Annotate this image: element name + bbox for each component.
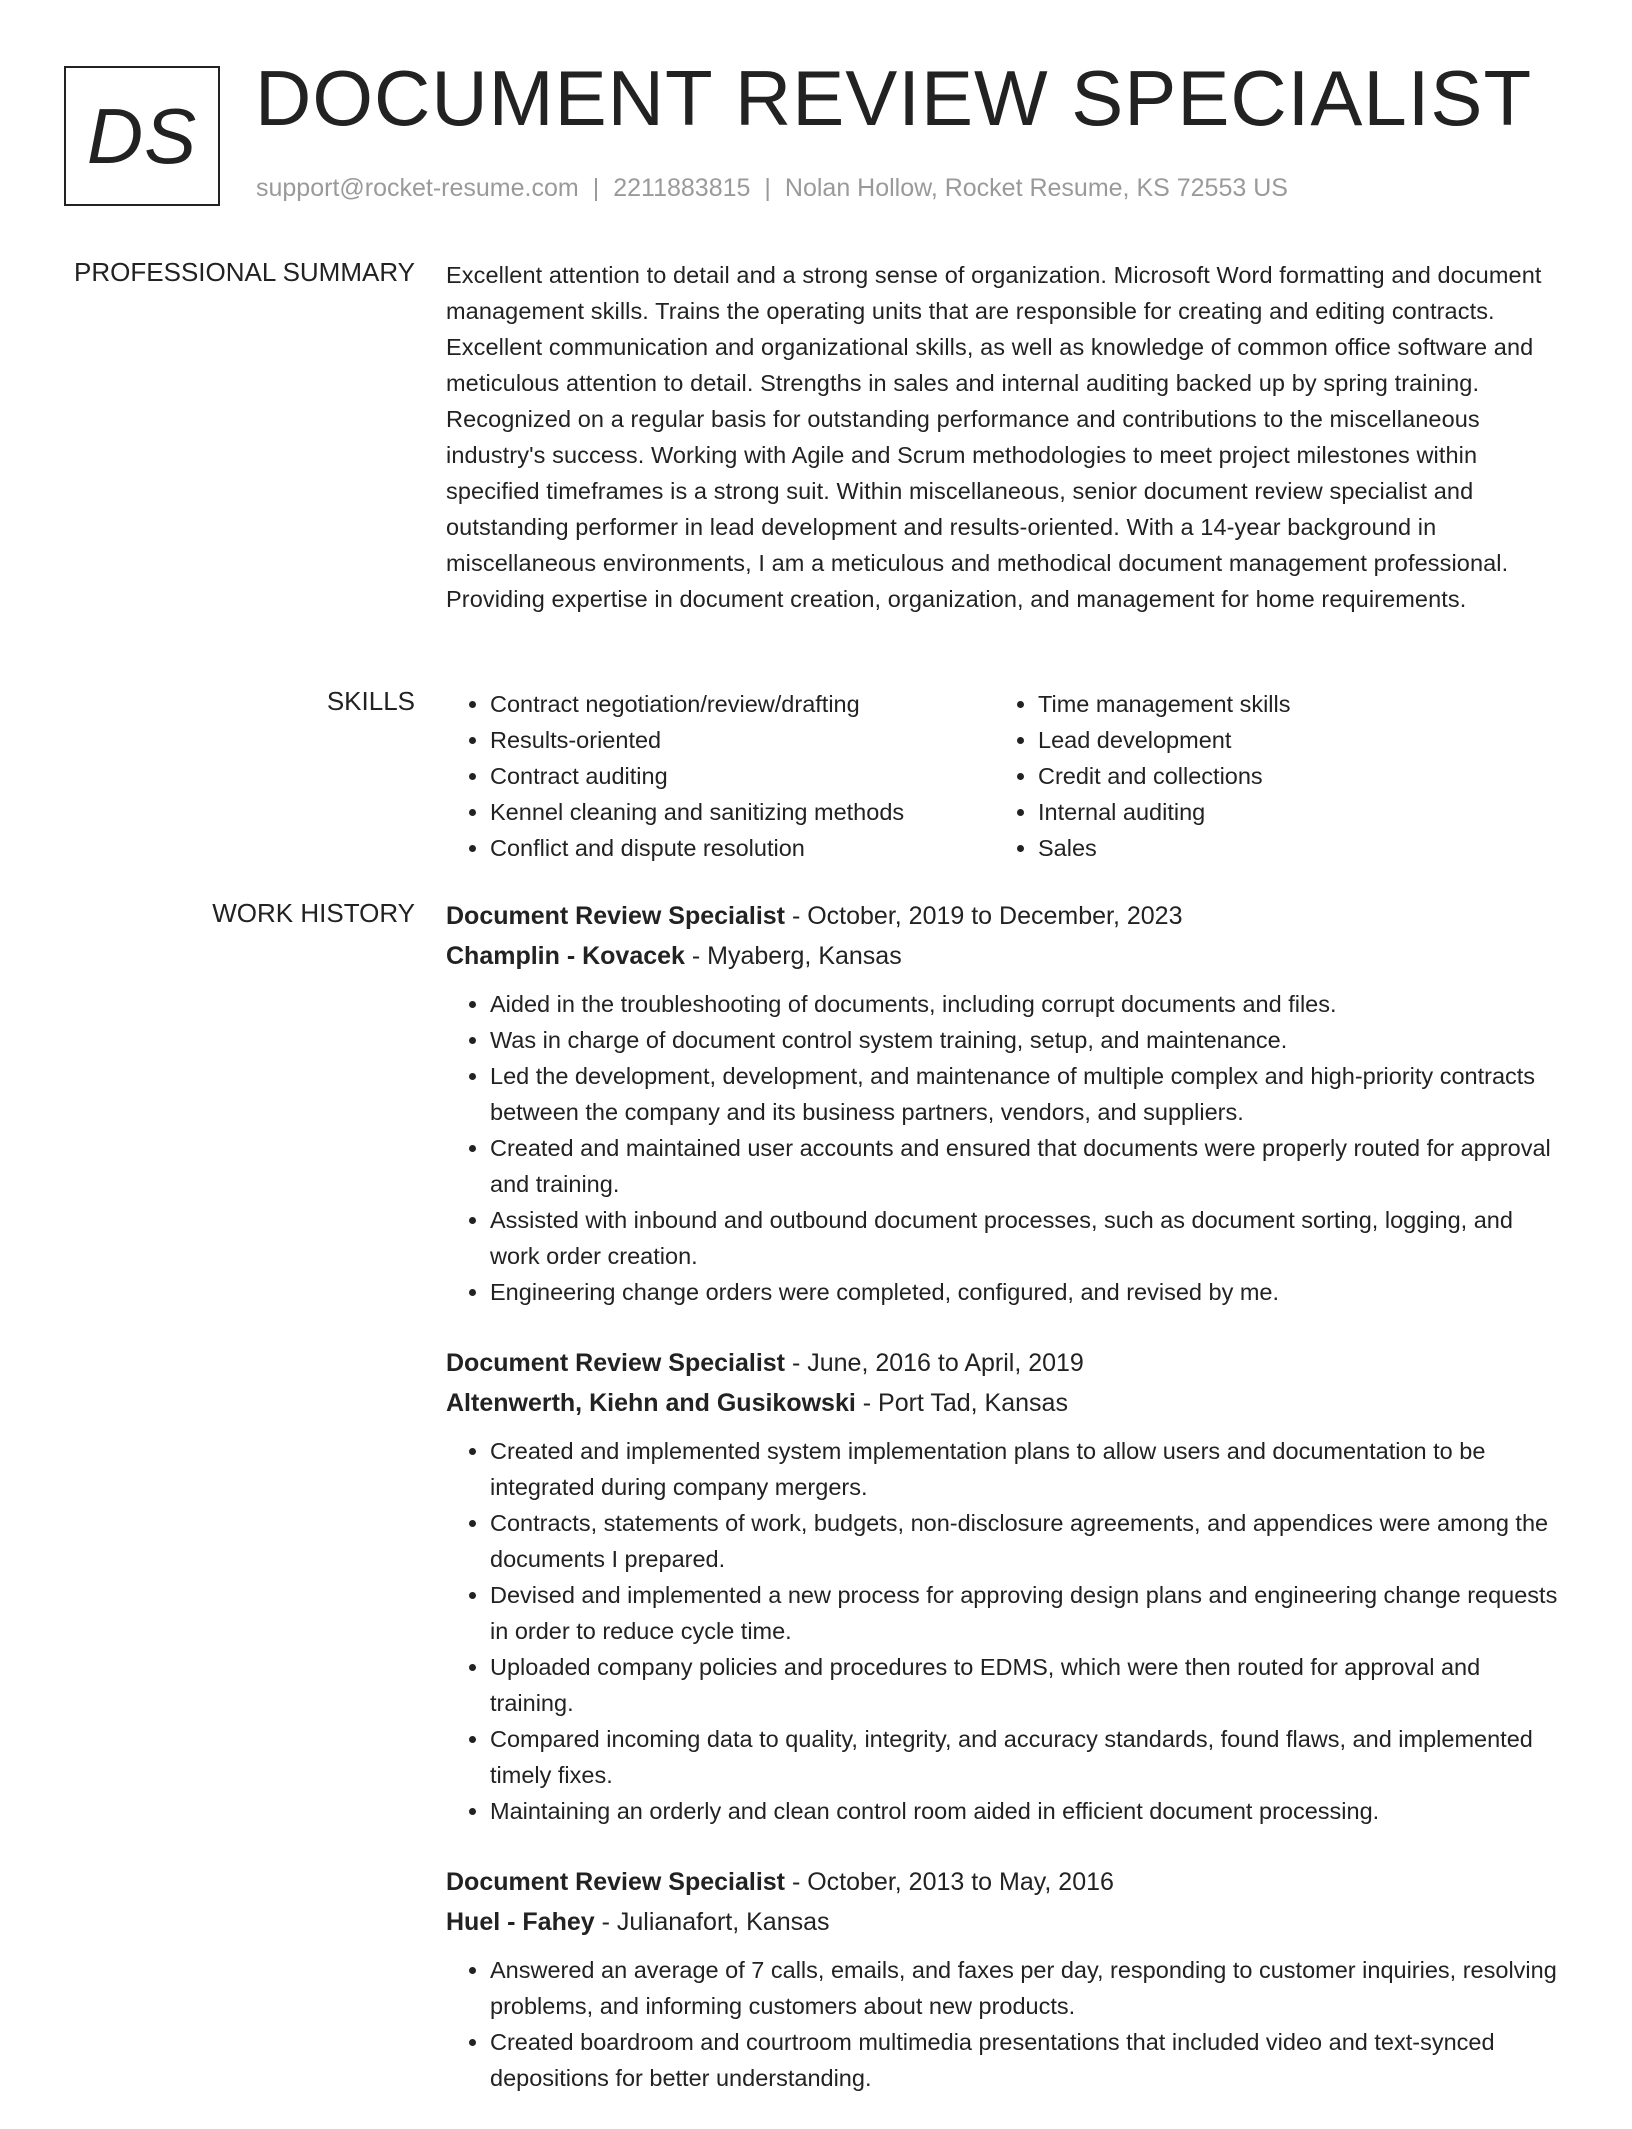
- summary-body: [446, 257, 1564, 617]
- skill-item: • Internal auditing: [1038, 794, 1291, 830]
- job-location: - Port Tad, Kansas: [855, 1389, 1068, 1417]
- job-bullet: • Answered an average of 7 calls, emails, and faxes per day, responding to customer inquiries, resolving problems, and informing customers about new products.: [490, 1952, 1564, 2024]
- contact-phone[interactable]: 2211883815: [613, 174, 751, 202]
- job-dates: - June, 2016 to April, 2019: [785, 1349, 1084, 1377]
- job-bullets: [446, 986, 1564, 1310]
- monogram-logo: DS: [64, 66, 220, 206]
- resume-title: DOCUMENT REVIEW SPECIALIST: [255, 54, 1533, 142]
- section-label-summary: PROFESSIONAL SUMMARY: [74, 257, 415, 287]
- skill-item: • Lead development: [1038, 722, 1291, 758]
- contact-email[interactable]: support@rocket-resume.com: [256, 174, 579, 202]
- skill-item: • Conflict and dispute resolution: [490, 830, 994, 866]
- skill-item: • Contract negotiation/review/drafting: [490, 686, 994, 722]
- job-entry: [446, 1862, 1564, 2096]
- job-bullet: • Devised and implemented a new process for approving design plans and engineering change requests in order to reduce cycle time.: [490, 1577, 1564, 1649]
- skill-item: • Sales: [1038, 830, 1291, 866]
- job-bullet: • Led the development, development, and maintenance of multiple complex and high-priority contracts between the company and its business partners, vendors, and suppliers.: [490, 1058, 1564, 1130]
- job-bullets: [446, 1433, 1564, 1829]
- job-heading: [446, 896, 1564, 936]
- job-company: Champlin - Kovacek: [446, 942, 685, 970]
- job-bullet: • Created boardroom and courtroom multimedia presentations that included video and text-synced depositions for better understanding.: [490, 2024, 1564, 2096]
- job-bullet: • Created and maintained user accounts and ensured that documents were properly routed for approval and training.: [490, 1130, 1564, 1202]
- skill-item: • Results-oriented: [490, 722, 994, 758]
- job-entry: [446, 1343, 1564, 1829]
- job-entry: [446, 896, 1564, 1310]
- job-bullets: [446, 1952, 1564, 2096]
- job-bullet: • Assisted with inbound and outbound document processes, such as document sorting, logging, and work order creation.: [490, 1202, 1564, 1274]
- job-heading: [446, 1343, 1564, 1383]
- job-bullet: • Was in charge of document control system training, setup, and maintenance.: [490, 1022, 1564, 1058]
- job-title: Document Review Specialist: [446, 1349, 786, 1377]
- job-employer: [446, 1902, 1564, 1942]
- job-company: Huel - Fahey: [446, 1908, 595, 1936]
- skills-body: [446, 686, 1564, 866]
- job-location: - Julianafort, Kansas: [594, 1908, 830, 1936]
- skills-list-left: [446, 686, 994, 866]
- job-bullet: • Compared incoming data to quality, integrity, and accuracy standards, found flaws, and implemented timely fixes.: [490, 1721, 1564, 1793]
- summary-text: Excellent attention to detail and a strong sense of organization. Microsoft Word formatting and document management skills. Trains the operating units that are responsible for creating and editing contracts. Excellent communication and organizational skills, as well as knowledge of common office software and meticulous attention to detail. Strengths in sales and internal auditing backed up by spring training. Recognized on a regular basis for outstanding performance and contributions to the miscellaneous industry's success. Working with Agile and Scrum methodologies to meet project milestones within specified timeframes is a strong suit. Within miscellaneous, senior document review specialist and outstanding performer in lead development and results-oriented. With a 14-year background in miscellaneous environments, I am a meticulous and methodical document management professional. Providing expertise in document creation, organization, and management for home requirements.: [446, 262, 1542, 612]
- skills-list-right: [994, 686, 1291, 866]
- job-bullet: • Contracts, statements of work, budgets, non-disclosure agreements, and appendices were among the documents I prepared.: [490, 1505, 1564, 1577]
- job-bullet: • Created and implemented system implementation plans to allow users and documentation to be integrated during company mergers.: [490, 1433, 1564, 1505]
- contact-address: Nolan Hollow, Rocket Resume, KS 72553 US: [784, 174, 1288, 202]
- job-dates: - October, 2019 to December, 2023: [785, 902, 1183, 930]
- job-bullet: • Maintaining an orderly and clean control room aided in efficient document processing.: [490, 1793, 1564, 1829]
- job-title: Document Review Specialist: [446, 1868, 786, 1896]
- job-location: - Myaberg, Kansas: [684, 942, 902, 970]
- contact-line: [256, 174, 1288, 203]
- skill-item: • Credit and collections: [1038, 758, 1291, 794]
- job-company: Altenwerth, Kiehn and Gusikowski: [446, 1389, 856, 1417]
- job-employer: [446, 1383, 1564, 1423]
- job-bullet: • Engineering change orders were completed, configured, and revised by me.: [490, 1274, 1564, 1310]
- job-dates: - October, 2013 to May, 2016: [785, 1868, 1114, 1896]
- job-bullet: • Aided in the troubleshooting of documents, including corrupt documents and files.: [490, 986, 1564, 1022]
- job-bullet: • Uploaded company policies and procedures to EDMS, which were then routed for approval and training.: [490, 1649, 1564, 1721]
- contact-separator: |: [764, 174, 771, 202]
- skill-item: • Time management skills: [1038, 686, 1291, 722]
- job-heading: [446, 1862, 1564, 1902]
- section-label-skills: SKILLS: [326, 686, 415, 716]
- job-employer: [446, 936, 1564, 976]
- work-history-body: [446, 896, 1564, 2129]
- skill-item: • Contract auditing: [490, 758, 994, 794]
- section-label-work-history: WORK HISTORY: [212, 898, 415, 928]
- job-title: Document Review Specialist: [446, 902, 786, 930]
- contact-separator: |: [592, 174, 600, 202]
- skill-item: • Kennel cleaning and sanitizing methods: [490, 794, 994, 830]
